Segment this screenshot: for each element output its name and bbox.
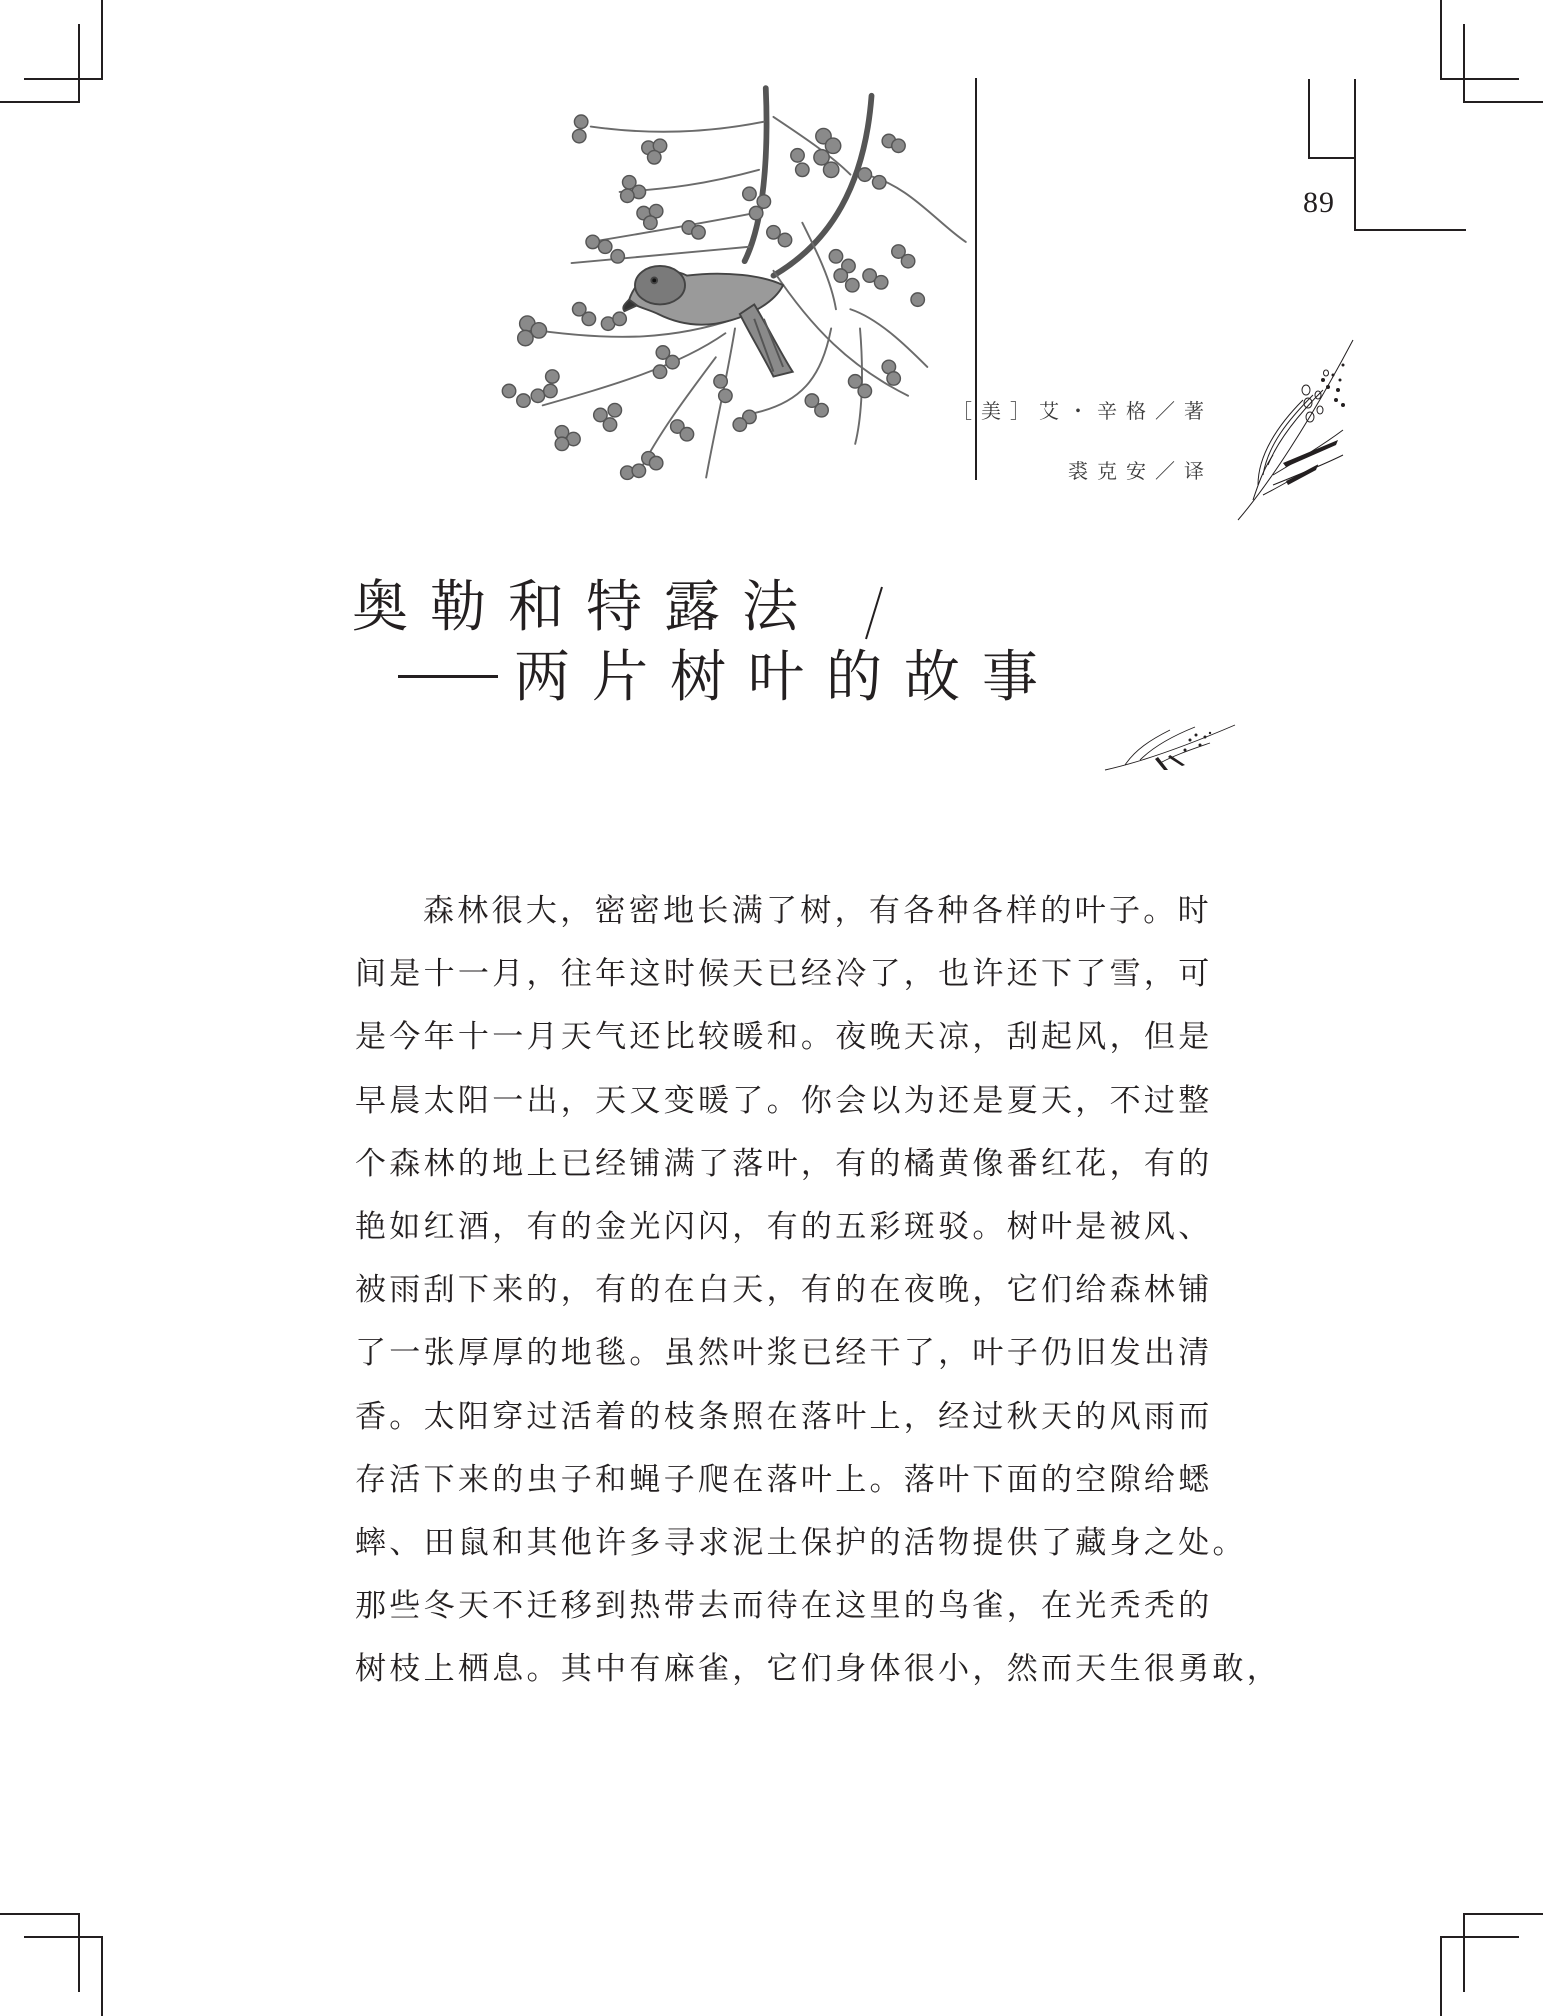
bird-on-branch-illustration xyxy=(485,75,985,505)
feather-icon xyxy=(1228,335,1368,525)
em-dash-icon xyxy=(398,675,498,678)
body-line: 被雨刮下来的，有的在白天，有的在夜晚，它们给森林铺 xyxy=(355,1272,1213,1309)
body-line: 香。太阳穿过活着的枝条照在落叶上，经过秋天的风雨而 xyxy=(355,1398,1213,1435)
byline-author: ［美］艾・辛格／著 xyxy=(952,399,1213,423)
body-line: 那些冬天不迁移到热带去而待在这里的鸟雀，在光秃秃的 xyxy=(355,1588,1213,1625)
body-line: 个森林的地上已经铺满了落叶，有的橘黄像番红花，有的 xyxy=(355,1145,1213,1182)
title-main: 奥勒和特露法 xyxy=(352,575,820,640)
body-line: 了一张厚厚的地毯。虽然叶浆已经干了，叶子仍旧发出清 xyxy=(355,1335,1213,1372)
body-line: 间是十一月，往年这时候天已经冷了，也许还下了雪，可 xyxy=(355,956,1213,993)
page-number: 89 xyxy=(1303,186,1335,219)
body-line: 艳如红酒，有的金光闪闪，有的五彩斑驳。树叶是被风、 xyxy=(355,1208,1213,1245)
article-body xyxy=(355,880,1282,1701)
title-subtitle: 两片树叶的故事 xyxy=(514,645,1060,710)
body-line: 森林很大，密密地长满了树，有各种各样的叶子。时 xyxy=(423,893,1212,929)
body-line: 早晨太阳一出，天又变暖了。你会以为还是夏天，不过整 xyxy=(355,1082,1213,1119)
body-line: 是今年十一月天气还比较暖和。夜晚天凉，刮起风，但是 xyxy=(355,1019,1213,1056)
body-line: 树枝上栖息。其中有麻雀，它们身体很小，然而天生很勇敢， xyxy=(355,1651,1282,1688)
byline-translator: 裘克安／译 xyxy=(1068,459,1213,483)
body-line: 蟀、田鼠和其他许多寻求泥土保护的活物提供了藏身之处。 xyxy=(355,1524,1247,1561)
body-line: 存活下来的虫子和蝇子爬在落叶上。落叶下面的空隙给蟋 xyxy=(355,1461,1213,1498)
feather-icon xyxy=(1100,715,1240,775)
title-slash-icon xyxy=(860,583,890,643)
title-subtitle-line xyxy=(398,645,1060,710)
